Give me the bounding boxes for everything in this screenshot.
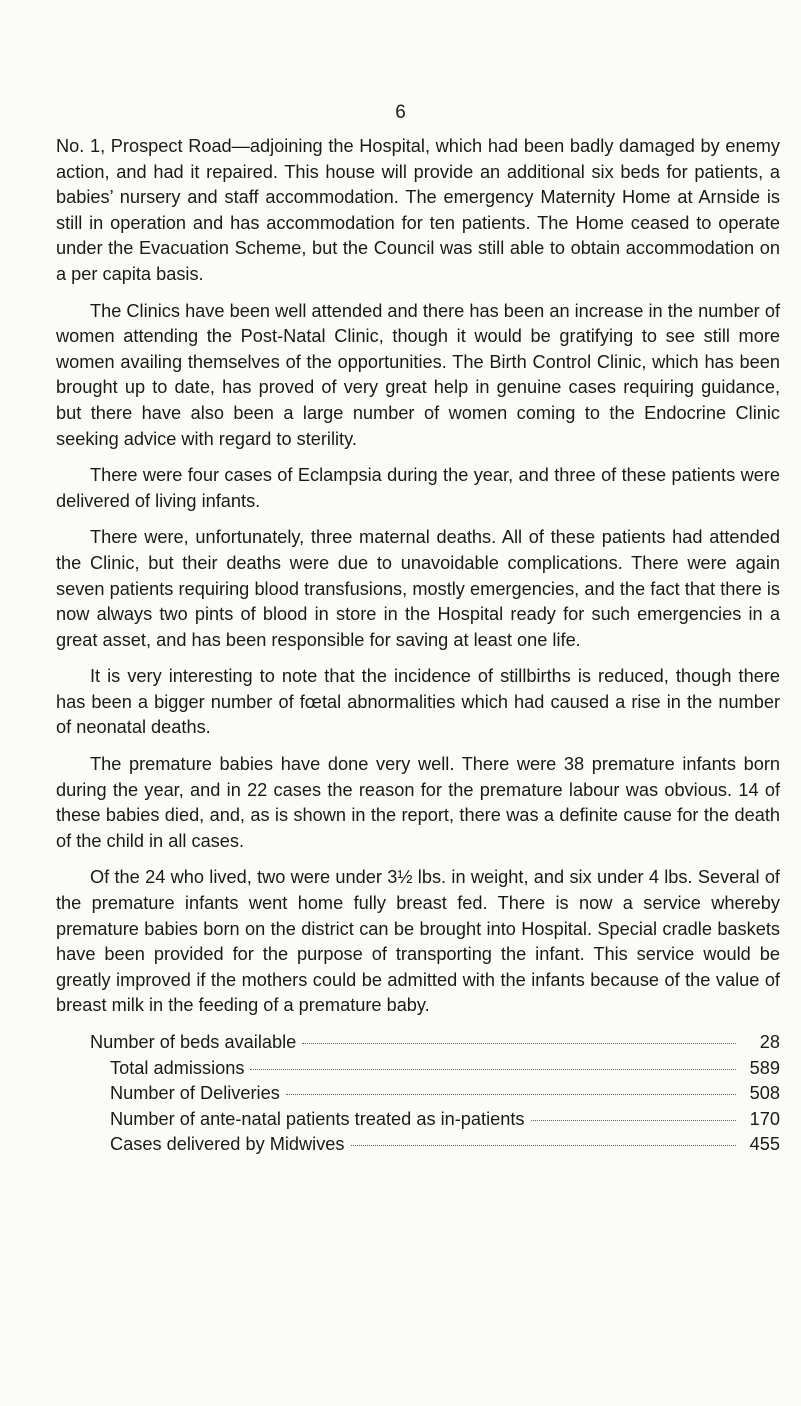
statistics-label: Number of ante-natal patients treated as in-patients [110,1108,525,1129]
statistics-value: 28 [759,1032,780,1052]
statistics-row [56,1056,780,1082]
statistics-value: 170 [749,1108,780,1129]
dot-leader [286,1094,736,1095]
statistics-label: Number of beds available [90,1032,297,1052]
paragraph: No. 1, Prospect Road—adjoining the Hospital, which had been badly damaged by enemy action, and had it repaired. This house will provide an additional six beds for patients, a babies’ nursery and staff accommodation. The emergency Maternity Home at Arnside is still in operation and has accommodation for ten patients. The Home ceased to operate under the Evacuation Scheme, but the Council was still able to obtain accommodation on a per capita basis. [56,136,780,284]
statistics-value: 508 [749,1083,780,1104]
statistics-row [56,1132,780,1158]
paragraph: There were four cases of Eclampsia during the year, and three of these patients were delivered of living infants. [56,465,780,511]
statistics-row [56,1081,780,1107]
statistics-value: 589 [749,1057,780,1078]
paragraph: It is very interesting to note that the incidence of stillbirths is reduced, though there has been a bigger number of fœtal abnormalities which had caused a rise in the number of neonatal deaths. [56,666,780,738]
dot-leader [250,1069,736,1070]
paragraph: There were, unfortunately, three maternal deaths. All of these patients had attended the Clinic, but their deaths were due to unavoidable complications. There were again seven patients requiring blood transfusions, mostly emergencies, and the fact that there is now always two pints of blood in store in the Hospital ready for such emergencies in a great asset, and has been responsible for saving at least one life. [56,527,780,650]
statistics-label: Total admissions [110,1057,245,1078]
statistics-value: 455 [749,1134,780,1155]
statistics-row [56,1107,780,1133]
statistics-label: Cases delivered by Midwives [110,1134,345,1155]
page-number: 6 [395,102,406,123]
paragraph: Of the 24 who lived, two were under 3½ lbs. in weight, and six under 4 lbs. Several of the premature infants went home fully breast fed. There is now a service whereby premature babies born on the district can be brought into Hospital. Special cradle baskets have been provided for the purpose of transporting the infant. This service would be greatly improved if the mothers could be admitted with the infants because of the value of breast milk in the feeding of a premature baby. [56,867,780,1016]
report-body [56,134,780,1158]
statistics-row [56,1030,780,1056]
paragraph: The Clinics have been well attended and there has been an increase in the number of women attending the Post-Natal Clinic, though it would be gratifying to see still more women availing themselves of the opportunities. The Birth Control Clinic, which has been brought up to date, has proved of very great help in genuine cases requiring guidance, but there have also been a large number of women coming to the Endocrine Clinic seeking advice with regard to sterility. [56,300,780,449]
statistics-table [56,1030,780,1158]
dot-leader [302,1043,736,1044]
paragraph: The premature babies have done very well. There were 38 premature infants born during the year, and in 22 cases the reason for the premature labour was obvious. 14 of these babies died, and, as is shown in the report, there was a definite cause for the death of the child in all cases. [56,754,780,851]
dot-leader [351,1145,736,1146]
statistics-label: Number of Deliveries [110,1083,280,1104]
dot-leader [531,1120,736,1121]
